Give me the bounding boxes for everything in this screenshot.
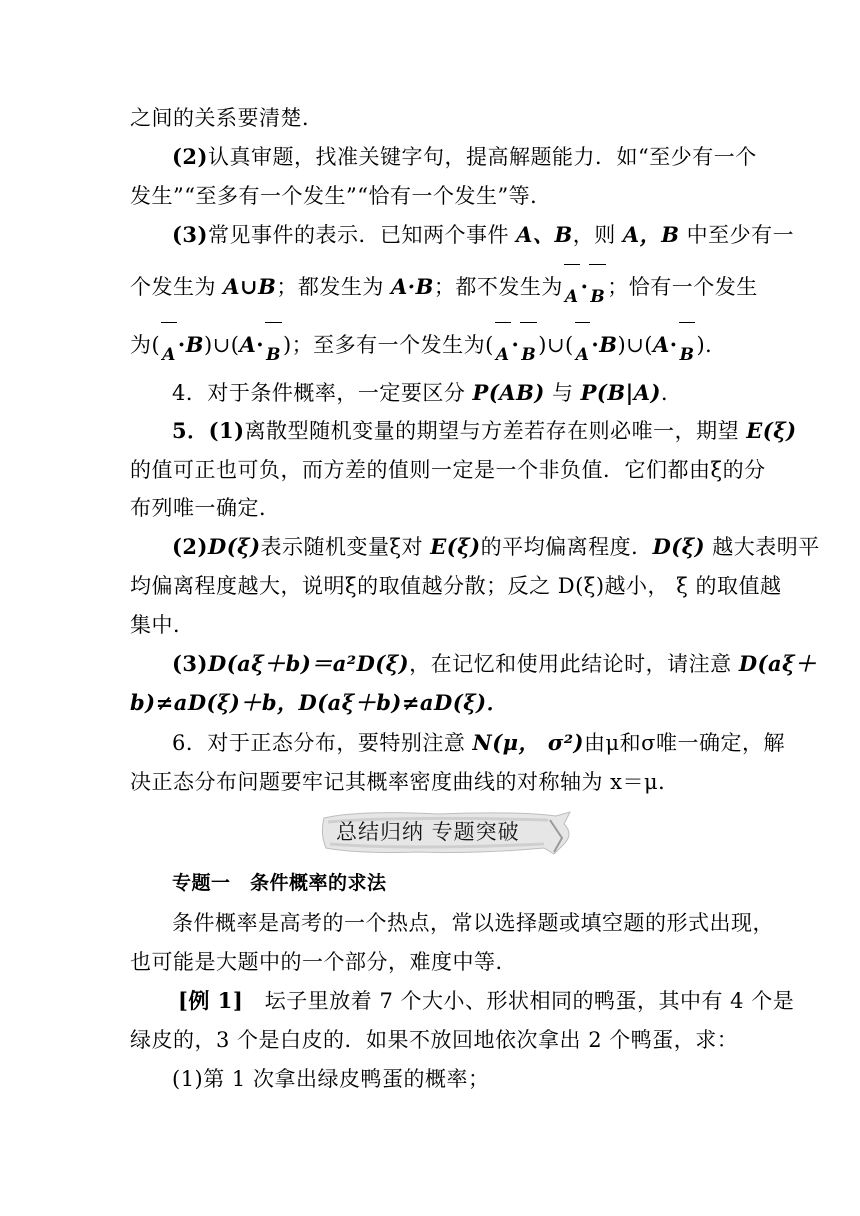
topic-heading: 专题一 条件概率的求法 — [172, 872, 387, 894]
banner-title: 总结归纳 专题突破 — [336, 820, 520, 844]
text-line — [130, 103, 730, 133]
text-span: 中至少有一 — [679, 223, 795, 247]
math-expr: B — [185, 332, 204, 357]
text-span: 表示随机变量ξ对 — [260, 535, 431, 559]
math-expr: P(B|A) — [580, 380, 661, 405]
math-expr: E(ξ) — [746, 418, 797, 443]
text-span: 布列唯一确定． — [130, 496, 281, 520]
math-expr: A — [652, 332, 670, 357]
section-banner — [318, 808, 578, 858]
text-span: 为( — [130, 333, 161, 357]
text-span: ；恰有一个发生 — [607, 275, 758, 299]
text-span: 越大表明平 — [705, 535, 820, 559]
text-line: 个发生为 A∪B；都发生为 A·B；都不发生为 A· B；恰有一个发生 — [130, 272, 730, 304]
math-expr: D(ξ) — [207, 534, 261, 559]
text-line — [172, 378, 772, 408]
text-span: )∪( — [617, 333, 653, 357]
text-span: 6．对于正态分布，要特别注意 — [172, 731, 473, 755]
text-span: )∪( — [538, 333, 574, 357]
math-complement: B — [588, 282, 607, 312]
math-expr: A、B — [516, 222, 573, 247]
math-expr: D(ξ) — [652, 534, 706, 559]
math-expr: P(AB) — [472, 380, 545, 405]
math-complement: A — [574, 340, 592, 370]
text-span: 个发生为 — [130, 275, 224, 299]
text-line — [130, 947, 730, 977]
math-expr: N(μ， σ²) — [472, 730, 584, 755]
text-span: 也可能是大题中的一个部分，难度中等． — [130, 950, 517, 974]
math-expr: A — [239, 332, 257, 357]
math-expr: A∪B — [223, 274, 277, 299]
text-line — [130, 571, 782, 601]
text-span: 的值可正也可负，而方差的值则一定是一个非负值．它们都由ξ的分 — [130, 458, 766, 482]
text-span: 均偏离程度越大，说明ξ的取值越分散；反之 D(ξ)越小， ξ 的取值越 — [130, 574, 782, 598]
text-span: (1)第 1 次拿出绿皮鸭蛋的概率； — [172, 1067, 490, 1091]
item-number: (2) — [172, 144, 208, 169]
text-span: 发生”“至多有一个发生”“恰有一个发生”等． — [130, 184, 552, 208]
text-line — [172, 532, 820, 562]
text-line — [172, 220, 795, 250]
text-span: 绿皮的，3 个是白皮的．如果不放回地依次拿出 2 个鸭蛋，求： — [130, 1028, 739, 1052]
item-number: 5．(1) — [172, 418, 245, 443]
text-line — [172, 142, 772, 172]
math-expr: b)≠aD(ξ)＋b，D(aξ＋b)≠aD(ξ)． — [130, 690, 509, 715]
text-span: 坛子里放着 7 个大小、形状相同的鸭蛋，其中有 4 个是 — [264, 989, 795, 1013]
math-expr: B — [599, 332, 618, 357]
example-label: [例 1] — [178, 988, 244, 1013]
text-line — [130, 610, 730, 640]
text-span: 决正态分布问题要牢记其概率密度曲线的对称轴为 x＝μ． — [130, 770, 680, 794]
math-complement: B — [519, 340, 538, 370]
math-complement: B — [678, 340, 697, 370]
text-span: 与 — [544, 381, 581, 405]
text-line — [172, 649, 817, 679]
text-line — [172, 416, 797, 446]
text-span: 常见事件的表示．已知两个事件 — [207, 223, 517, 247]
text-line — [130, 688, 730, 718]
text-span: 认真审题，找准关键字句，提高解题能力．如“至少有一个 — [207, 145, 757, 169]
text-line — [130, 181, 730, 211]
item-number: (3) — [172, 222, 208, 247]
text-line — [130, 455, 766, 485]
text-span: ． — [660, 381, 683, 405]
math-complement: B — [264, 340, 283, 370]
text-span: ，则 — [572, 223, 623, 247]
text-span: 集中． — [130, 613, 195, 637]
text-line — [172, 908, 772, 938]
text-line — [172, 728, 785, 758]
math-expr: D(aξ＋ — [738, 651, 817, 676]
math-complement: A — [160, 340, 178, 370]
text-span: )∪( — [203, 333, 240, 357]
item-number: (2) — [172, 534, 208, 559]
text-span: 的平均偏离程度． — [480, 535, 653, 559]
text-span: 条件概率是高考的一个热点，常以选择题或填空题的形式出现， — [172, 911, 774, 935]
text-line — [130, 493, 730, 523]
math-expr: E(ξ) — [430, 534, 481, 559]
text-line — [178, 986, 795, 1016]
text-span: 4．对于条件概率，一定要区分 — [172, 381, 473, 405]
text-line — [172, 1064, 772, 1094]
text-span: 之间的关系要清楚． — [130, 106, 324, 130]
text-line — [130, 1025, 739, 1055]
text-span: )；至多有一个发生为( — [282, 333, 494, 357]
math-expr: A·B — [391, 274, 434, 299]
math-expr: A，B — [622, 222, 680, 247]
math-complement: A — [494, 340, 512, 370]
text-span: ；都不发生为 — [433, 275, 563, 299]
text-span: 离散型随机变量的期望与方差若存在则必唯一，期望 — [244, 419, 747, 443]
text-line: 为( A·B)∪(A· B)；至多有一个发生为( A· B)∪( A·B)∪(A· B)． — [130, 330, 730, 362]
text-span: ，在记忆和使用此结论时，请注意 — [409, 652, 739, 676]
math-expr: D(aξ＋b)＝a²D(ξ) — [207, 651, 410, 676]
item-number: (3) — [172, 651, 208, 676]
text-line — [130, 767, 730, 797]
text-span: 由μ和σ唯一确定，解 — [583, 731, 785, 755]
math-complement: A — [563, 282, 581, 312]
text-span: ；都发生为 — [276, 275, 392, 299]
text-span: )． — [696, 333, 727, 357]
